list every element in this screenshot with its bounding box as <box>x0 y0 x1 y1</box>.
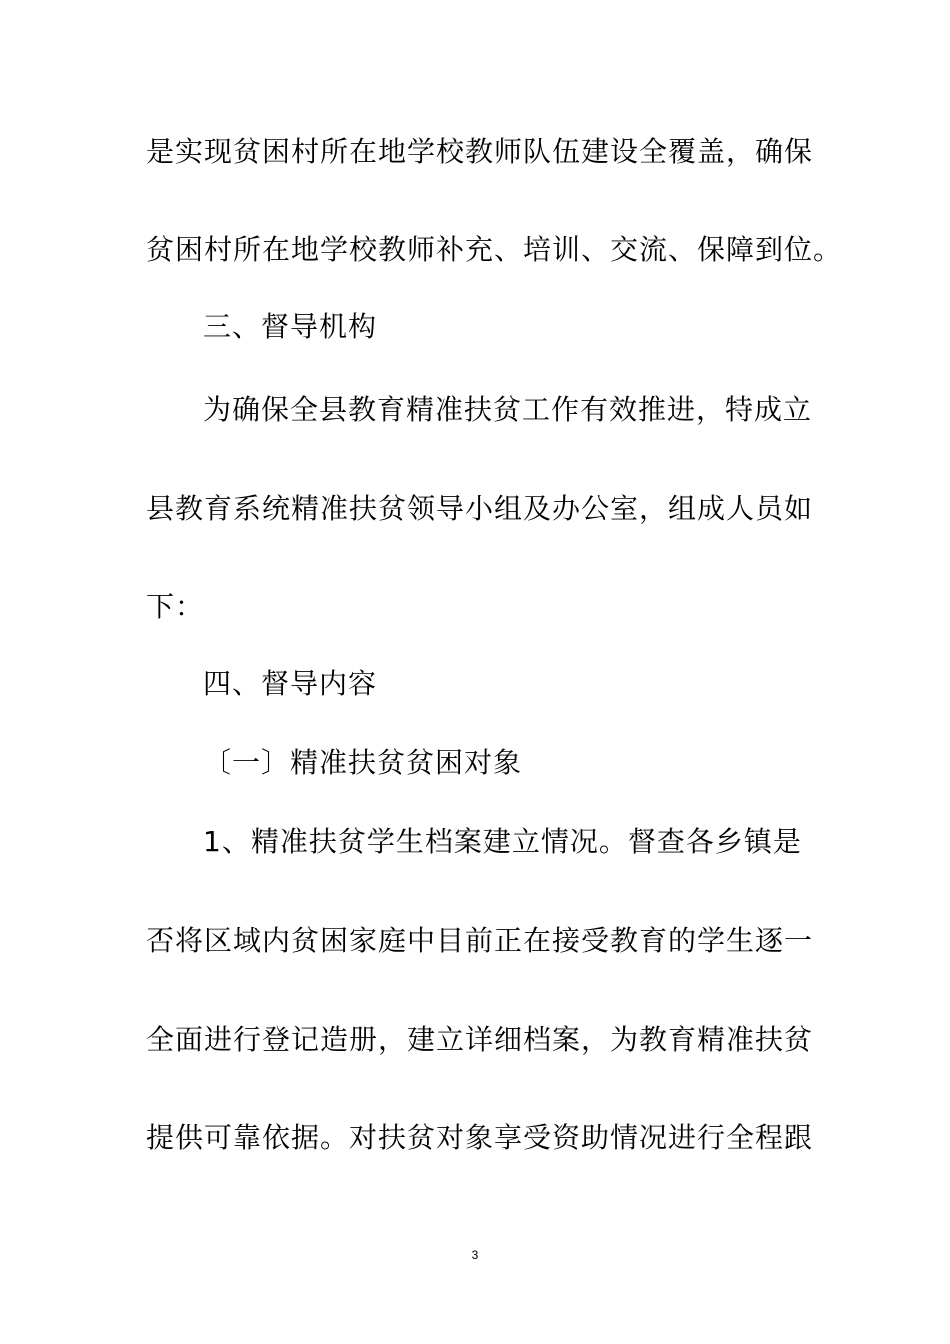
body-text-line: 是实现贫困村所在地学校教师队伍建设全覆盖，确保 <box>146 135 814 168</box>
body-text-line: 否将区域内贫困家庭中目前正在接受教育的学生逐一 <box>146 924 814 957</box>
body-text-line: 1、精准扶贫学生档案建立情况。督查各乡镇是 <box>203 825 802 858</box>
body-text-line: 县教育系统精准扶贫领导小组及办公室，组成人员如 <box>146 492 814 525</box>
body-text-line: 贫困村所在地学校教师补充、培训、交流、保障到位。 <box>146 233 843 266</box>
body-text-line: 下： <box>146 590 205 623</box>
section-heading: 四、督导内容 <box>203 667 378 700</box>
subsection-heading: 〔一〕精准扶贫贫困对象 <box>203 746 523 779</box>
body-text-line: 全面进行登记造册，建立详细档案，为教育精准扶贫 <box>146 1023 814 1056</box>
body-text-line: 为确保全县教育精准扶贫工作有效推进，特成立 <box>203 393 813 426</box>
page-number: 3 <box>471 1248 479 1262</box>
body-text-line: 提供可靠依据。对扶贫对象享受资助情况进行全程跟 <box>146 1121 814 1154</box>
section-heading: 三、督导机构 <box>203 310 378 343</box>
